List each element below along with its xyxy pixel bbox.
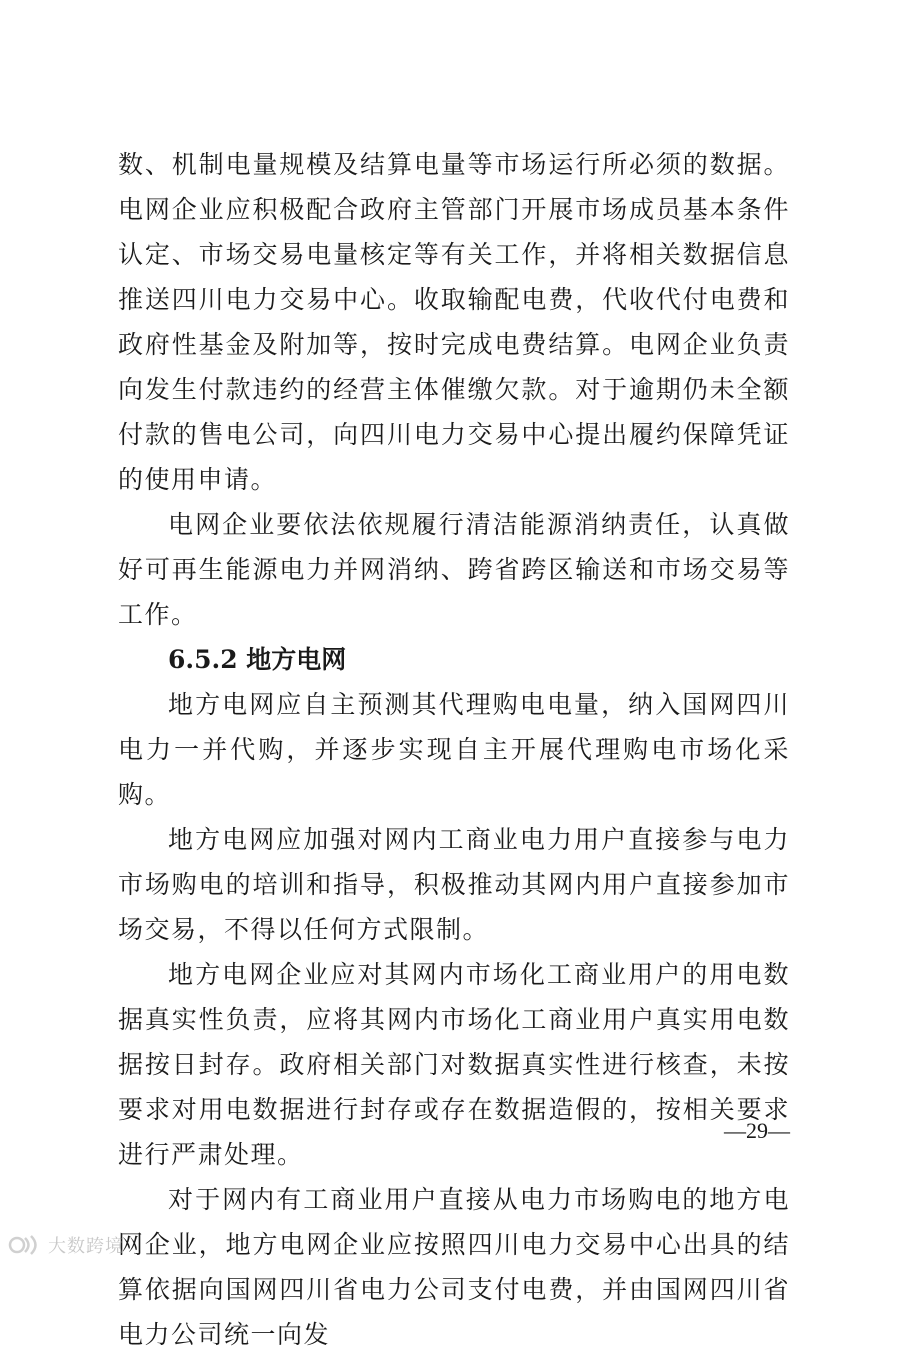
- watermark: [8, 1232, 124, 1258]
- section-heading: 6.5.2 地方电网: [168, 645, 347, 674]
- paragraph-clean-energy: 电网企业要依法依规履行清洁能源消纳责任，认真做好可再生能源电力并网消纳、跨省跨区输送和市场交易等工作。: [118, 510, 790, 629]
- watermark-logo-icon: [8, 1232, 42, 1258]
- document-page: [118, 142, 790, 1357]
- watermark-text: 大数跨境: [48, 1236, 124, 1257]
- paragraph-continued: 数、机制电量规模及结算电量等市场运行所必须的数据。电网企业应积极配合政府主管部门开展市场成员基本条件认定、市场交易电量核定等有关工作，并将相关数据信息推送四川电力交易中心。收取输配电费，代收代付电费和政府性基金及附加等，按时完成电费结算。电网企业负责向发生付款违约的经营主体催缴欠款。对于逾期仍未全额付款的售电公司，向四川电力交易中心提出履约保障凭证的使用申请。: [118, 150, 790, 494]
- paragraph-local-grid-1: 地方电网应自主预测其代理购电电量，纳入国网四川电力一并代购，并逐步实现自主开展代理购电市场化采购。: [118, 690, 790, 809]
- paragraph-local-grid-4: 对于网内有工商业用户直接从电力市场购电的地方电网企业，地方电网企业应按照四川电力交易中心出具的结算依据向国网四川省电力公司支付电费，并由国网四川省电力公司统一向发: [118, 1185, 790, 1349]
- page-number: —29—: [724, 1118, 790, 1143]
- paragraph-local-grid-3: 地方电网企业应对其网内市场化工商业用户的用电数据真实性负责，应将其网内市场化工商业用户真实用电数据按日封存。政府相关部门对数据真实性进行核查，未按要求对用电数据进行封存或存在数据造假的，按相关要求进行严肃处理。: [118, 960, 790, 1169]
- paragraph-local-grid-2: 地方电网应加强对网内工商业电力用户直接参与电力市场购电的培训和指导，积极推动其网内用户直接参加市场交易，不得以任何方式限制。: [118, 825, 790, 944]
